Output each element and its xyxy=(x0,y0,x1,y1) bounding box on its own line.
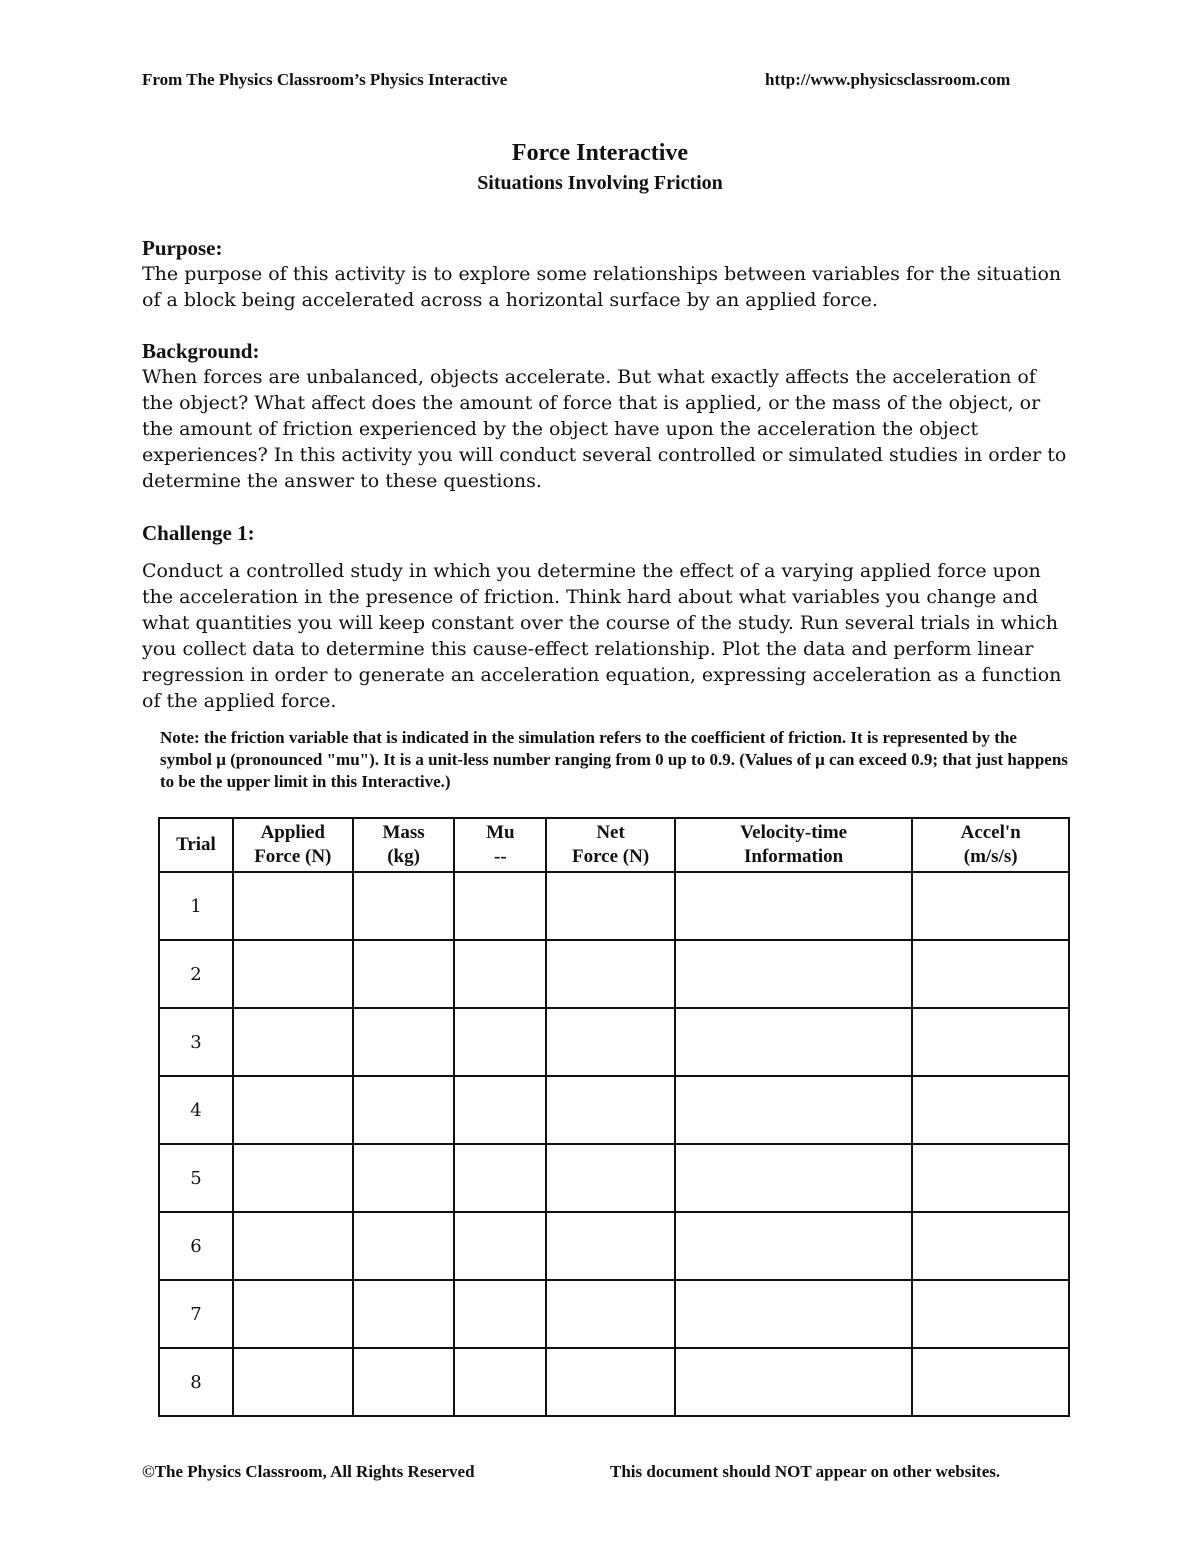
cell-mass[interactable] xyxy=(353,1348,455,1416)
cell-acceleration[interactable] xyxy=(912,1280,1069,1348)
col-acceleration: Accel'n (m/s/s) xyxy=(912,818,1069,872)
trial-number: 5 xyxy=(159,1144,233,1212)
challenge-text: Conduct a controlled study in which you determine the effect of a varying applied force upon the acceleration in the presence of friction. Think hard about what variables you change and what quantities you will keep constant over the course of the study. Run several trials in which you collect data to determine this cause-effect relationship. Plot the data and perform linear regression in order to generate an acceleration equation, expressing acceleration as a function of the applied force. xyxy=(142,560,1062,712)
page-title: Force Interactive xyxy=(511,140,689,166)
cell-net-force[interactable] xyxy=(546,1348,675,1416)
cell-net-force[interactable] xyxy=(546,1076,675,1144)
cell-mass[interactable] xyxy=(353,1280,455,1348)
cell-mu[interactable] xyxy=(454,940,546,1008)
cell-mu[interactable] xyxy=(454,1008,546,1076)
cell-applied-force[interactable] xyxy=(233,1348,353,1416)
col-velocity-time: Velocity-time Information xyxy=(675,818,912,872)
cell-mu[interactable] xyxy=(454,1144,546,1212)
cell-applied-force[interactable] xyxy=(233,1144,353,1212)
cell-mass[interactable] xyxy=(353,940,455,1008)
cell-mass[interactable] xyxy=(353,872,455,940)
cell-acceleration[interactable] xyxy=(912,1144,1069,1212)
table-row xyxy=(159,1280,1069,1348)
table-row xyxy=(159,872,1069,940)
trial-number: 2 xyxy=(159,940,233,1008)
trial-number: 7 xyxy=(159,1280,233,1348)
table-row xyxy=(159,1008,1069,1076)
cell-applied-force[interactable] xyxy=(233,1280,353,1348)
cell-acceleration[interactable] xyxy=(912,1008,1069,1076)
col-trial: Trial xyxy=(159,818,233,872)
col-mu: Mu -- xyxy=(454,818,546,872)
cell-acceleration[interactable] xyxy=(912,1076,1069,1144)
cell-velocity-time[interactable] xyxy=(675,1280,912,1348)
cell-velocity-time[interactable] xyxy=(675,1144,912,1212)
footer-notice: This document should NOT appear on other websites. xyxy=(610,1462,1001,1481)
background-heading: Background: xyxy=(142,339,260,363)
trial-number: 3 xyxy=(159,1008,233,1076)
purpose-heading: Purpose: xyxy=(142,236,223,260)
cell-acceleration[interactable] xyxy=(912,1348,1069,1416)
cell-applied-force[interactable] xyxy=(233,1212,353,1280)
cell-applied-force[interactable] xyxy=(233,1008,353,1076)
cell-mu[interactable] xyxy=(454,872,546,940)
cell-net-force[interactable] xyxy=(546,1212,675,1280)
table-row xyxy=(159,1348,1069,1416)
trial-number: 6 xyxy=(159,1212,233,1280)
background-section xyxy=(142,338,1072,494)
page-subtitle: Situations Involving Friction xyxy=(477,172,723,194)
cell-velocity-time[interactable] xyxy=(675,940,912,1008)
cell-mu[interactable] xyxy=(454,1076,546,1144)
cell-net-force[interactable] xyxy=(546,872,675,940)
cell-mu[interactable] xyxy=(454,1280,546,1348)
cell-net-force[interactable] xyxy=(546,1144,675,1212)
cell-mu[interactable] xyxy=(454,1212,546,1280)
cell-applied-force[interactable] xyxy=(233,940,353,1008)
cell-velocity-time[interactable] xyxy=(675,872,912,940)
col-mass: Mass (kg) xyxy=(353,818,455,872)
header-url: http://www.physicsclassroom.com xyxy=(765,70,1011,89)
cell-velocity-time[interactable] xyxy=(675,1348,912,1416)
purpose-text: The purpose of this activity is to explore some relationships between variables for the situation of a block being accelerated across a horizontal surface by an applied force. xyxy=(142,263,1062,311)
cell-mu[interactable] xyxy=(454,1348,546,1416)
table-row xyxy=(159,1144,1069,1212)
col-net-force: Net Force (N) xyxy=(546,818,675,872)
cell-mass[interactable] xyxy=(353,1212,455,1280)
cell-acceleration[interactable] xyxy=(912,940,1069,1008)
cell-net-force[interactable] xyxy=(546,1008,675,1076)
cell-applied-force[interactable] xyxy=(233,872,353,940)
table-row xyxy=(159,940,1069,1008)
table-row xyxy=(159,1212,1069,1280)
header-source: From The Physics Classroom’s Physics Interactive xyxy=(142,70,508,89)
cell-net-force[interactable] xyxy=(546,940,675,1008)
table-header-row xyxy=(159,818,1069,872)
trial-number: 4 xyxy=(159,1076,233,1144)
trial-number: 1 xyxy=(159,872,233,940)
challenge-section xyxy=(142,520,1072,714)
cell-velocity-time[interactable] xyxy=(675,1076,912,1144)
trial-number: 8 xyxy=(159,1348,233,1416)
cell-mass[interactable] xyxy=(353,1076,455,1144)
challenge-heading: Challenge 1: xyxy=(142,521,255,545)
data-table xyxy=(158,817,1070,1417)
cell-acceleration[interactable] xyxy=(912,872,1069,940)
table-row xyxy=(159,1076,1069,1144)
cell-applied-force[interactable] xyxy=(233,1076,353,1144)
footer-copyright: ©The Physics Classroom, All Rights Reserved xyxy=(142,1462,475,1481)
cell-acceleration[interactable] xyxy=(912,1212,1069,1280)
background-text: When forces are unbalanced, objects accelerate. But what exactly affects the acceleration of the object? What affect does the amount of force that is applied, or the mass of the object, or the amount of friction experienced by the object have upon the acceleration the object experiences? In this activity you will conduct several controlled or simulated studies in order to determine the answer to these questions. xyxy=(142,366,1067,492)
cell-velocity-time[interactable] xyxy=(675,1008,912,1076)
friction-note: Note: the friction variable that is indicated in the simulation refers to the coefficient of friction. It is represented by the symbol μ (pronounced "mu"). It is a unit-less number ranging from 0 up to 0.9. (Values of μ can exceed 0.9; that just happens to be the upper limit in this Interactive.) xyxy=(160,728,1068,791)
col-applied-force: Applied Force (N) xyxy=(233,818,353,872)
cell-net-force[interactable] xyxy=(546,1280,675,1348)
cell-mass[interactable] xyxy=(353,1008,455,1076)
cell-mass[interactable] xyxy=(353,1144,455,1212)
purpose-section xyxy=(142,235,1072,313)
cell-velocity-time[interactable] xyxy=(675,1212,912,1280)
